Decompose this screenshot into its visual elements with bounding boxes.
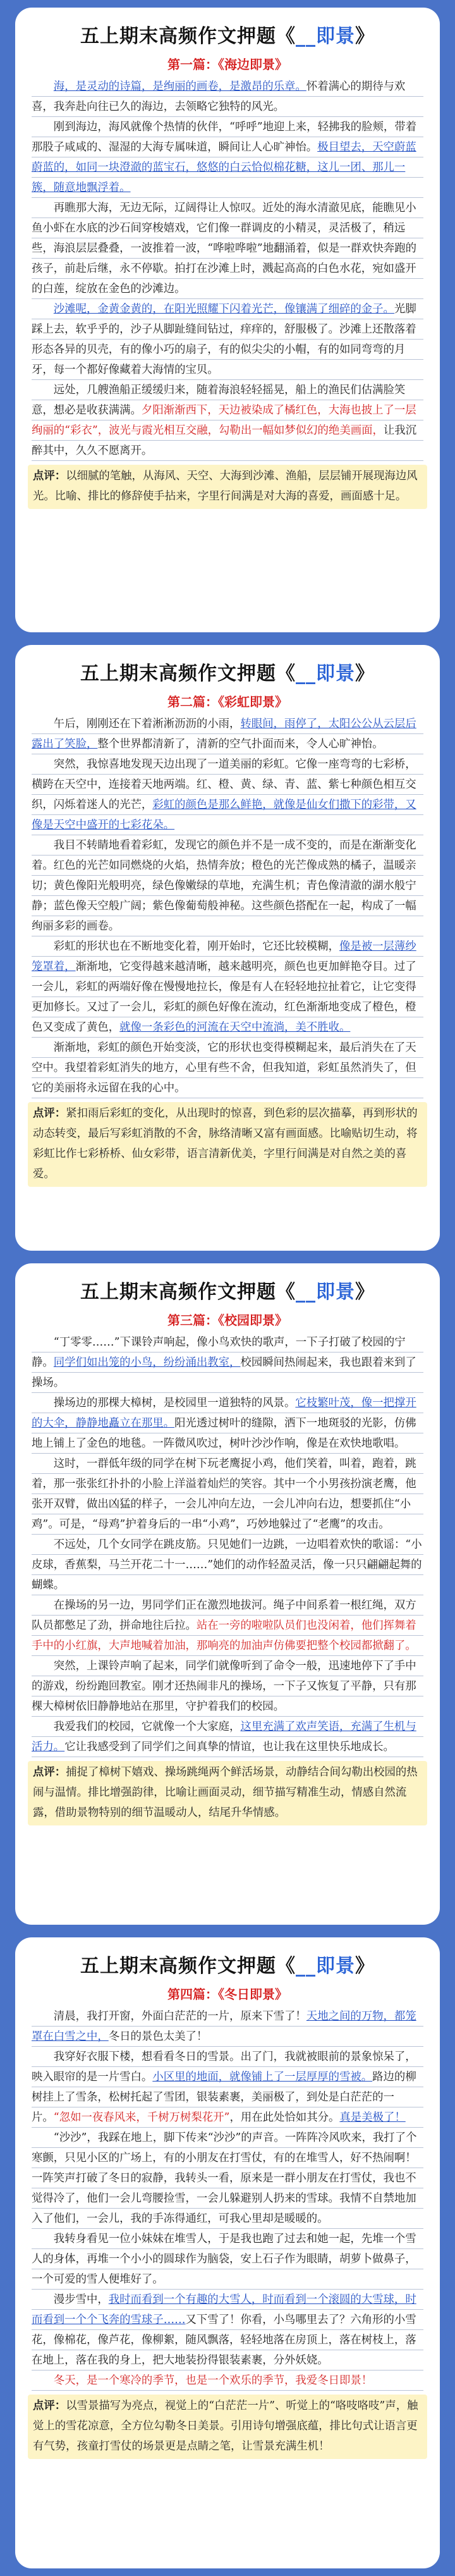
text-segment: 怀着满心的期待与欢喜，我奔赴向往已久的海边，去领略它独特的风光。 <box>32 80 406 113</box>
text-segment: 整个世界都清新了，清新的空气扑面而来，令人心旷神怡。 <box>97 738 384 751</box>
essay-paragraph <box>32 1535 423 1595</box>
review-box <box>28 465 427 509</box>
card-title-suffix: 》 <box>355 25 375 47</box>
highlighted-sentence: 像是被一层薄纱笼罩着， <box>32 940 416 973</box>
text-segment: “丁零零……”下课铃声响起，像小鸟欢快的歌声，一下子打破了校园的宁静。 <box>32 1336 406 1369</box>
essay-subtitle: 第一篇：《海边即景》 <box>167 57 288 72</box>
text-segment: 操场边的那棵大樟树，是校园里一道独特的风景。 <box>53 1397 296 1409</box>
review-label: 点评： <box>33 2400 66 2412</box>
card-title-prefix: 五上期末高频作文押题《 <box>80 1281 296 1303</box>
text-segment: 彩虹的形状也在不断地变化着，刚开始时，它还比较模糊， <box>53 940 339 953</box>
essay-paragraph <box>32 754 423 835</box>
essay-card-3 <box>15 1263 440 1925</box>
review-box <box>28 1761 427 1825</box>
essay-paragraph <box>32 1595 423 1656</box>
text-segment: 阳光透过树叶的缝隙，洒下一地斑驳的光影，仿佛地上铺上了金色的地毯。一阵微风吹过，树叶沙沙作响，像是在欢快地歌唱。 <box>32 1417 416 1450</box>
essay-paragraph <box>32 936 423 1038</box>
card-title-prefix: 五上期末高频作文押题《 <box>80 25 296 47</box>
review-label: 点评： <box>33 470 66 482</box>
card-title-blank: __即景 <box>296 663 355 685</box>
essay-subtitle: 第二篇：《彩虹即景》 <box>167 694 288 709</box>
essay-body <box>32 2006 423 2391</box>
highlighted-sentence: 真是美极了！ <box>339 2111 406 2124</box>
card-title-prefix: 五上期末高频作文押题《 <box>80 1955 296 1977</box>
review-text: 以细腻的笔触，从海风、天空、大海到沙滩、渔船，层层铺开展现海边风光。比喻、排比的修辞使手拈来，字里行间满是对大海的喜爱，画面感十足。 <box>33 470 418 503</box>
text-segment: 不远处，几个女同学在跳皮筋。只见她们一边跳，一边唱着欢快的歌谣：“小皮球，香蕉梨，马兰开花二十一……”她们的动作轻盈灵活，像一只只翩翩起舞的蝴蝶。 <box>32 1538 422 1592</box>
essay-card-4 <box>15 1937 440 2568</box>
text-segment: ，用在此处恰如其分。 <box>229 2111 340 2124</box>
card-title <box>32 658 423 685</box>
card-title-suffix: 》 <box>355 663 375 685</box>
text-segment: 它让我感受到了同学们之间真挚的情谊，也让我在这里快乐地成长。 <box>64 1741 394 1753</box>
review-text: 紧扣雨后彩虹的变化，从出现时的惊喜，到色彩的层次描摹，再到形状的动态转变，最后写彩虹消散的不舍，脉络清晰又富有画面感。比喻贴切生动，将彩虹比作七彩桥桥、仙女彩带，语言清新优美，字里行间满是对自然之美的喜爱。 <box>33 1107 418 1181</box>
card-title <box>32 1276 423 1304</box>
highlighted-sentence: 极目望去，天空蔚蓝蔚蓝的，如同一块澄澈的蓝宝石，悠悠的白云恰似棉花糖，这儿一团、那儿一簇，随意地飘浮着。 <box>32 141 416 194</box>
highlighted-sentence: 站在一旁的啦啦队员们也没闲着，他们挥舞着手中的小红旗，大声地喊着加油，那响亮的加油声仿佛要把整个校园都掀翻了。 <box>32 1619 416 1652</box>
highlighted-sentence: “忽如一夜春风来，千树万树梨花开” <box>53 2111 230 2124</box>
text-segment: 清晨，我打开窗，外面白茫茫的一片，原来下雪了！ <box>53 2010 306 2023</box>
essay-paragraph <box>32 1656 423 1717</box>
text-segment: 光脚踩上去，软乎乎的，沙子从脚趾缝间钻过，痒痒的，舒服极了。沙滩上还散落着形态各异的贝壳，有的像小巧的扇子，有的似尖尖的小帽，有的如同弯弯的月牙，每一个都好像藏着大海情的宝贝。 <box>32 303 416 376</box>
text-segment: 午后，刚刚还在下着淅淅沥沥的小雨， <box>53 718 241 730</box>
highlighted-sentence: 这里充满了欢声笑语，充满了生机与活力。 <box>32 1720 416 1753</box>
text-segment: 在操场的另一边，男同学们正在激烈地拔河。绳子中间系着一根红绳，双方队员都憋足了劲，拼命地往后拉。 <box>32 1599 416 1632</box>
highlighted-sentence: 天地之间的万物，都笼罩在白雪之中， <box>32 2010 416 2043</box>
text-segment: 再瞧那大海，无边无际，辽阔得让人惊叹。近处的海水清澈见底，能瞧见小鱼小虾在水底的沙石间穿梭嬉戏，它们像一群调皮的小精灵，灵活极了，稍远些，海浪层层叠叠，一波推着一波，“哗啦哗啦”地翻涌着，似是一群欢快奔跑的孩子，前赴后继，永不停歇。拍打在沙滩上时，溅起高高的白色水花，宛如盛开的白莲，绽放在金色的沙滩边。 <box>32 202 417 295</box>
text-segment: “沙沙”，我踩在地上，脚下传来“沙沙”的声音。一阵阵冷风吹来，我打了个寒颤，只见小区的广场上，有的小朋友在打雪仗，有的在堆雪人，好不热闹啊！一阵笑声打破了冬日的寂静，我转头一看，原来是一群小朋友在打雪仗，我也不觉得冷了，他们一会儿弯腰捡雪，一会儿躲避别人扔来的雪球。我情不自禁地加入了他们，一会儿，我的手冻得通红，可我心里却是暖暖的。 <box>32 2131 417 2225</box>
highlighted-sentence: 同学们如出笼的小鸟，纷纷涌出教室， <box>53 1356 241 1369</box>
review-box <box>28 1102 427 1187</box>
text-segment: 这时，一群低年级的同学在树下玩老鹰捉小鸡，他们笑着，叫着，跑着，跳着，那一张张红扑扑的小脸上洋溢着灿烂的笑容。其中一个小男孩扮演老鹰，他张开双臂，做出凶猛的样子，一会儿冲向左边，一会儿冲向右边，想要抓住“小鸡”。可是，“母鸡”护着身后的一串“小鸡”，巧妙地躲过了“老鹰”的攻击。 <box>32 1457 416 1531</box>
essay-paragraph <box>32 2290 423 2371</box>
text-segment: 我爱我们的校园，它就像一个大家庭， <box>53 1720 241 1733</box>
essay-paragraph <box>32 198 423 299</box>
essay-paragraph <box>32 2128 423 2229</box>
essay-body <box>32 714 423 1098</box>
essay-paragraph <box>32 77 423 117</box>
essay-paragraph <box>32 117 423 198</box>
card-title <box>32 20 423 48</box>
essay-card-2 <box>15 645 440 1251</box>
essay-paragraph <box>32 2229 423 2290</box>
text-segment: 渐渐地，彩虹的颜色开始变淡，它的形状也变得模糊起来，最后消失在了天空中。我望着彩虹消失的地方，心里有些不舍，但我知道，彩虹虽然消失了，但它的美丽将永远留在我的心中。 <box>32 1041 416 1095</box>
essay-paragraph <box>32 1038 423 1098</box>
text-segment: 刚到海边，海风就像个热情的伙伴，“呼呼”地迎上来，轻拂我的脸颊，带着那股子咸咸的、湿湿的大海专属味道，瞬间让人心旷神怡。 <box>32 121 417 154</box>
review-box <box>28 2395 427 2459</box>
essay-paragraph <box>32 714 423 754</box>
text-segment: 突然，上课铃声响了起来，同学们就像听到了命令一般，迅速地停下了手中的游戏，纷纷跑回教室。刚才还热闹非凡的操场，一下子又恢复了平静，只有那棵大樟树依旧静静地站在那里，守护着我们的校园。 <box>32 1660 416 1713</box>
essay-paragraph <box>32 2047 423 2128</box>
highlighted-sentence: 冬天，是一个寒冷的季节，也是一个欢乐的季节，我爱冬日即景！ <box>53 2374 373 2387</box>
essay-paragraph <box>32 1393 423 1454</box>
highlighted-sentence: 夕阳渐渐西下，天边被染成了橘红色，大海也披上了一层绚丽的“彩衣”，波光与霞光相互交融，勾勒出一幅如梦似幻的绝美画面， <box>32 404 416 437</box>
essay-paragraph <box>32 1454 423 1535</box>
highlighted-sentence: 我时而看到一个有趣的大雪人，时而看到一个滚圆的大雪球，时而看到一个个飞奔的雪球子…… <box>32 2293 416 2326</box>
text-segment: 我穿好衣服下楼，想看看冬日的雪景。出了门，我就被眼前的景象惊呆了，映入眼帘的是一片雪白。 <box>32 2051 416 2083</box>
essay-body <box>32 1332 423 1757</box>
text-segment: 渐渐地，它变得越来越清晰，越来越明亮，颜色也更加鲜艳夺目。过了一会儿，彩虹的两端好像在慢慢地拉长，像是有人在轻轻地拉扯着它，让它变得更加修长。又过了一会儿，彩虹的颜色好像在流动，红色渐渐地变成了橙色，橙色又变成了黄色， <box>32 960 416 1034</box>
review-text: 捕捉了樟树下嬉戏、操场跳绳两个鲜活场景，动静结合间勾勒出校园的热闹与温情。排比增强韵律，比喻让画面灵动，细节描写精准生动，情感自然流露，借助景物特别的细节温暖动人，结尾升华情感。 <box>33 1766 418 1819</box>
text-segment: 漫步雪中， <box>53 2293 109 2306</box>
essay-paragraph <box>32 1332 423 1393</box>
review-label: 点评： <box>33 1766 66 1779</box>
card-title-suffix: 》 <box>355 1281 375 1303</box>
highlighted-sentence: 小区里的地面，就像铺上了一层厚厚的雪被。 <box>152 2071 373 2083</box>
card-title <box>32 1950 423 1978</box>
essay-paragraph <box>32 835 423 936</box>
review-text: 以雪景描写为亮点，视觉上的“白茫茫一片”、听觉上的“咯吱咯吱”声，触觉上的雪花凉意，全方位勾勒冬日美景。引用诗句增强底蕴，排比句式让语言更有气势，孩童打雪仗的场景更是点睛之笔，让雪景充满生机！ <box>33 2400 418 2453</box>
text-segment: 让我沉醉其中，久久不愿离开。 <box>32 424 417 457</box>
essay-paragraph <box>32 2006 423 2047</box>
essay-subtitle: 第四篇：《冬日即景》 <box>167 1987 288 2002</box>
essay-paragraph <box>32 299 423 380</box>
card-title-suffix: 》 <box>355 1955 375 1977</box>
review-label: 点评： <box>33 1107 66 1120</box>
highlighted-sentence: 就像一条彩色的河流在天空中流淌，美不胜收。 <box>119 1021 351 1034</box>
essay-paragraph <box>32 1717 423 1757</box>
text-segment: 冬日的景色太美了！ <box>108 2030 208 2043</box>
essay-paragraph <box>32 2371 423 2391</box>
highlighted-sentence: 转眼间，雨停了，太阳公公从云层后露出了笑脸， <box>32 718 416 751</box>
essay-card-1 <box>15 8 440 632</box>
text-segment: 又下雪了！你看，小鸟哪里去了？六角形的小雪花，像棉花，像芦花，像柳絮，随风飘落，轻轻地落在房顶上，落在树枝上，落在地上，落在我的身上，把大地装扮得银装素裹，分外妖娆。 <box>32 2314 416 2367</box>
text-segment: 突然，我惊喜地发现天边出现了一道美丽的彩虹。它像一座弯弯的七彩桥，横跨在天空中，连接着天地两端。红、橙、黄、绿、青、蓝、紫七种颜色相互交织，闪烁着迷人的光芒， <box>32 758 416 811</box>
highlighted-sentence: 沙滩呢，金黄金黄的，在阳光照耀下闪着光芒，像镶满了细碎的金子。 <box>53 303 394 316</box>
text-segment: 路边的柳树挂上了雪条，松树托起了雪团，银装素裹，美丽极了，到处是白茫茫的一片。 <box>32 2071 416 2124</box>
essay-paragraph <box>32 380 423 461</box>
card-title-blank: __即景 <box>296 1281 355 1303</box>
highlighted-sentence: 海，是灵动的诗篇，是绚丽的画卷，是激昂的乐章。 <box>53 80 306 93</box>
card-title-prefix: 五上期末高频作文押题《 <box>80 663 296 685</box>
card-title-blank: __即景 <box>296 1955 355 1977</box>
text-segment: 校园瞬间热闹起来，我也跟着来到了操场。 <box>32 1356 416 1389</box>
essay-body <box>32 77 423 461</box>
card-title-blank: __即景 <box>296 25 355 47</box>
text-segment: 我目不转睛地看着彩虹，发现它的颜色并不是一成不变的，而是在渐渐变化着。红色的光芒如同燃烧的火焰，热情奔放；橙色的光芒像成熟的橘子，温暖亲切；黄色像阳光般明亮，绿色像嫩绿的草地，充满生机；青色像清澈的湖水般宁静；蓝色像天空般广阔；紫色像葡萄般神秘。这些颜色搭配在一起，构成了一幅绚丽多彩的画卷。 <box>32 839 416 933</box>
highlighted-sentence: 它枝繁叶茂，像一把撑开的大伞，静静地矗立在那里。 <box>32 1397 416 1430</box>
text-segment: 远处，几艘渔船正缓缓归来，随着海浪轻轻摇晃，船上的渔民们估满脸笑意，想必是收获满满。 <box>32 384 406 417</box>
essay-subtitle: 第三篇：《校园即景》 <box>167 1313 288 1328</box>
text-segment: 我转身看见一位小妹妹在堆雪人，于是我也跑了过去和她一起，先堆一个雪人的身体，再堆一个小小的圆球作为脑袋，安上石子作为眼睛，胡萝卜做鼻子，一个可爱的雪人便堆好了。 <box>32 2233 416 2286</box>
highlighted-sentence: 彩虹的颜色是那么鲜艳，就像是仙女们撒下的彩带，又像是天空中盛开的七彩花朵。 <box>32 799 416 831</box>
